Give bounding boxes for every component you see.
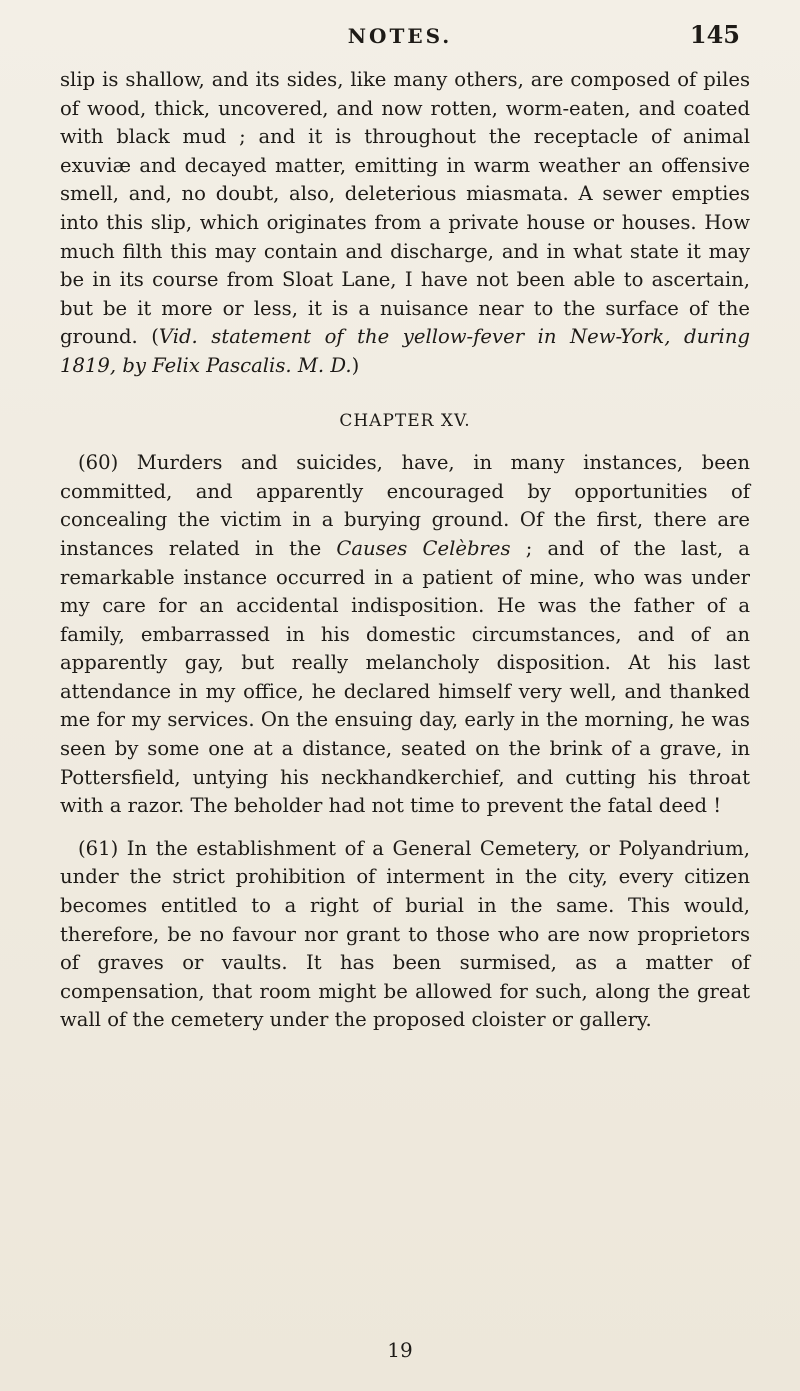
continuation-citation: Vid. statement of the yellow-fever in New-York, during 1819, by Felix Pascalis. M. D. [60,325,750,377]
page-body [60,66,750,1035]
running-head: NOTES. [347,24,453,48]
continuation-close: ) [351,353,360,377]
page-header [60,18,740,58]
note-60 [60,449,750,821]
note-60-after: ; and of the last, a remarkable instance occurred in a patient of mine, who was under my care for an accidental indisposition. He was the father of a family, embarrassed in his domestic circumstances, and of an apparently gay, but really melancholy disposition. At his last attendance in my office, he declared himself very well, and thanked me for my services. On the ensuing day, early in the morning, he was seen by some one at a distance, seated on the brink of a grave, in Pottersfield, untying his neckhandkerchief, and cutting his throat with a razor. The beholder had not time to prevent the fatal deed ! [60,536,750,818]
note-60-title: Causes Celèbres [336,536,511,560]
note-60-before: (60) Murders and suicides, have, in many instances, been committed, and apparently encouraged by opportunities of concealing the victim in a burying ground. Of the first, there are instances related in the [60,451,750,560]
chapter-heading: CHAPTER XV. [339,410,471,431]
signature-mark: 19 [387,1338,413,1362]
continuation-paragraph [60,66,750,381]
continuation-text: slip is shallow, and its sides, like many others, are composed of piles of wood, thick, uncovered, and now rotten, worm-eaten, and coated with black mud ; and it is throughout the receptacle of animal exuviæ and decayed matter, emitting in warm weather an offensive smell, and, no doubt, also, deleterious miasmata. A sewer empties into this slip, which originates from a private house or houses. How much filth this may contain and discharge, and in what state it may be in its course from Sloat Lane, I have not been able to ascertain, but be it more or less, it is a nuisance near to the surface of the ground. ( [60,68,750,349]
note-61: (61) In the establishment of a General Cemetery, or Polyandrium, under the strict prohibition of interment in the city, every citizen becomes entitled to a right of burial in the same. This would, therefore, be no favour nor grant to those who are now proprietors of graves or vaults. It has been surmised, as a matter of compensation, that room might be allowed for such, along the great wall of the cemetery under the proposed cloister or gallery. [60,836,750,1032]
page-number: 145 [689,20,740,49]
